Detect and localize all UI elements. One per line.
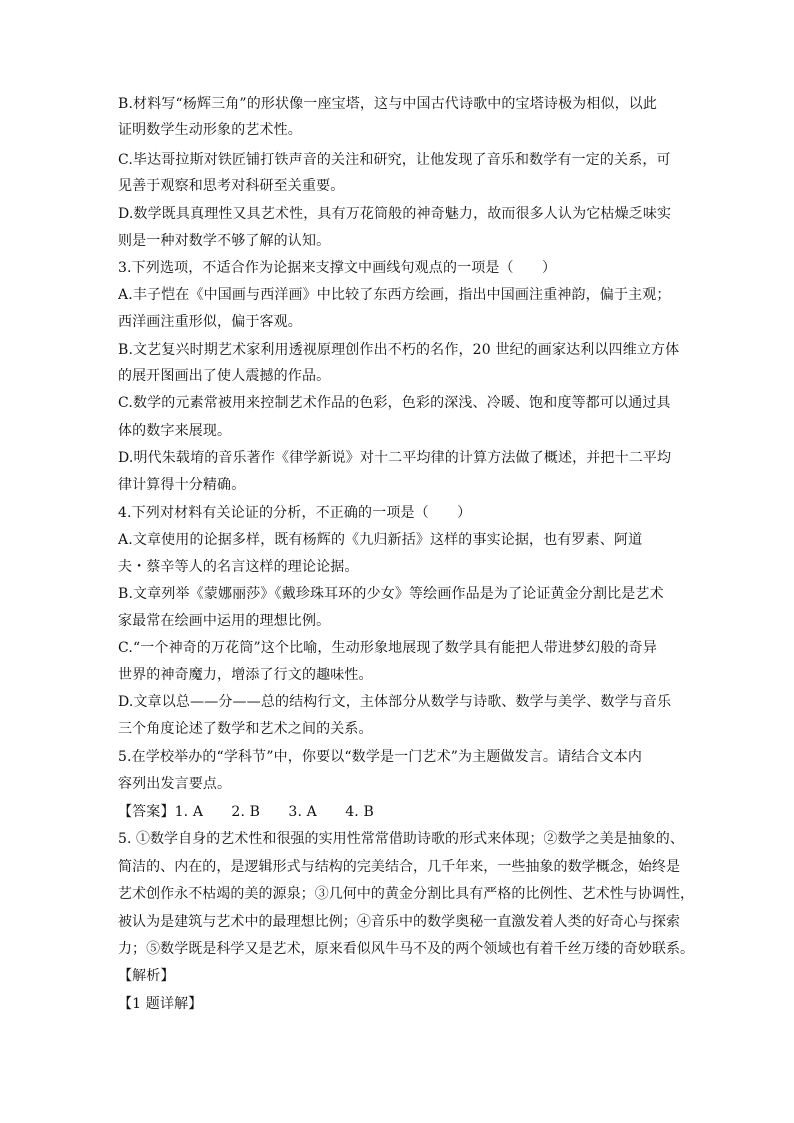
option-d-line-2: 则是一种对数学不够了解的认知。 [118, 233, 331, 249]
q4-option-c-line-2: 世界的神奇魔力，增添了行文的趣味性。 [118, 667, 373, 683]
answer-5-line-2: 简洁的、内在的，是逻辑形式与结构的完美结合，几千年来，一些抽象的数学概念，始终是 [118, 859, 680, 875]
question-5-line-2: 容列出发言要点。 [118, 776, 232, 792]
q4-option-a-line-2: 夫・蔡辛等人的名言这样的理论论据。 [118, 559, 359, 575]
q4-option-b-line-1: B.文章列举《蒙娜丽莎》《戴珍珠耳环的少女》等绘画作品是为了论证黄金分割比是艺术 [118, 586, 664, 602]
option-b-line-2: 证明数学生动形象的艺术性。 [118, 122, 302, 138]
q4-option-c-line-1: C.“一个神奇的万花筒”这个比喻，生动形象地展现了数学具有能把人带进梦幻般的奇异 [118, 640, 657, 656]
question-4: 4.下列对材料有关论证的分析，不正确的一项是（ ） [118, 505, 472, 521]
q4-option-a-line-1: A.文章使用的论据多样，既有杨辉的《九归新括》这样的事实论据，也有罗素、阿道 [118, 532, 643, 548]
question-3: 3.下列选项，不适合作为论据来支撑文中画线句观点的一项是（ ） [118, 260, 557, 276]
answer-key: 【答案】1. A 2. B 3. A 4. B [118, 804, 374, 820]
q3-option-a-line-1: A.丰子恺在《中国画与西洋画》中比较了东西方绘画，指出中国画注重神韵，偏于主观； [118, 287, 671, 303]
q3-option-b-line-2: 的展开图画出了使人震撼的作品。 [118, 368, 331, 384]
answer-5-line-4: 被认为是建筑与艺术中的最理想比例；④音乐中的数学奥秘一直激发着人类的好奇心与探索 [118, 914, 680, 930]
analysis-heading: 【解析】 [118, 968, 175, 984]
question-5-line-1: 5.在学校举办的“学科节”中，你要以“数学是一门艺术”为主题做发言。请结合文本内 [118, 749, 642, 765]
q3-option-c-line-1: C.数学的元素常被用来控制艺术作品的色彩，色彩的深浅、冷暖、饱和度等都可以通过具 [118, 395, 671, 411]
answer-5-line-3: 艺术创作永不枯竭的美的源泉；③几何中的黄金分割比具有严格的比例性、艺术性与协调性， [118, 886, 695, 902]
answer-5-line-1: 5. ①数学自身的艺术性和很强的实用性常常借助诗歌的形式来体现；②数学之美是抽象的、 [118, 831, 684, 847]
q3-option-c-line-2: 体的数字来展现。 [118, 423, 232, 439]
q3-option-b-line-1: B.文艺复兴时期艺术家利用透视原理创作出不朽的名作，20 世纪的画家达利以四维立方体 [118, 342, 680, 358]
q4-option-d-line-2: 三个角度论述了数学和艺术之间的关系。 [118, 721, 373, 737]
option-c-line-1: C.毕达哥拉斯对铁匠铺打铁声音的关注和研究，让他发现了音乐和数学有一定的关系，可 [118, 152, 671, 168]
answer-5-line-5: 力；⑤数学既是科学又是艺术，原来看似风牛马不及的两个领域也有着千丝万缕的奇妙联系。 [118, 941, 695, 957]
q3-option-d-line-2: 律计算得十分精确。 [118, 477, 246, 493]
option-c-line-2: 见善于观察和思考对科研至关重要。 [118, 178, 345, 194]
q3-option-d-line-1: D.明代朱载堉的音乐著作《律学新说》对十二平均律的计算方法做了概述，并把十二平均 [118, 450, 672, 466]
q1-detail-heading: 【1 题详解】 [118, 996, 203, 1012]
q3-option-a-line-2: 西洋画注重形似，偏于客观。 [118, 314, 302, 330]
q4-option-b-line-2: 家最常在绘画中运用的理想比例。 [118, 613, 331, 629]
option-b-line-1: B.材料写“杨辉三角”的形状像一座宝塔，这与中国古代诗歌中的宝塔诗极为相似，以此 [118, 96, 658, 112]
q4-option-d-line-1: D.文章以总——分——总的结构行文，主体部分从数学与诗歌、数学与美学、数学与音乐 [118, 694, 672, 710]
option-d-line-1: D.数学既具真理性又具艺术性，具有万花筒般的神奇魅力，故而很多人认为它枯燥乏味实 [118, 206, 672, 222]
